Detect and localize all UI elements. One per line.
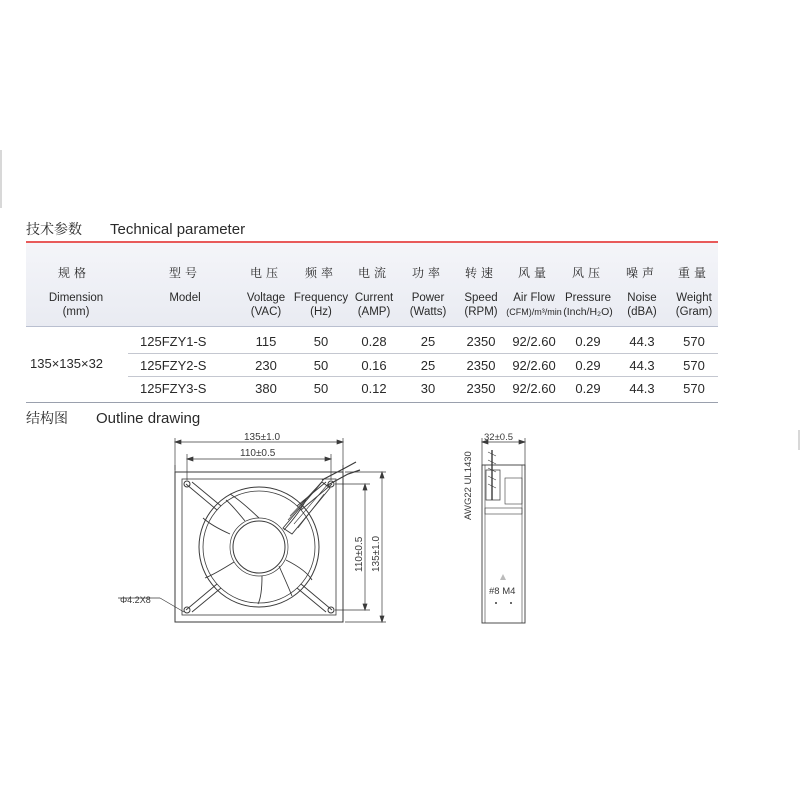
cell-frequency: 50 xyxy=(313,358,329,373)
header-cn-power: 功率 xyxy=(411,266,445,280)
header-en1: Frequency xyxy=(293,292,349,304)
cell-speed: 2350 xyxy=(466,381,496,396)
cell-noise: 44.3 xyxy=(629,358,655,373)
header-cn-pressure: 风压 xyxy=(571,266,605,280)
page-edge-rule xyxy=(0,150,2,208)
dim-inner-width: 110±0.5 xyxy=(240,448,276,459)
dim-outer-height: 135±1.0 xyxy=(371,535,382,572)
header-en-voltage xyxy=(247,291,285,319)
cell-speed: 2350 xyxy=(466,358,496,373)
table-bottom-rule xyxy=(26,402,718,403)
cell-frequency: 50 xyxy=(313,381,329,396)
cell-pressure: 0.29 xyxy=(575,358,601,373)
fan-side-view xyxy=(463,432,525,623)
header-en2: (Inch/H₂O) xyxy=(563,306,613,318)
header-en-dimension xyxy=(49,291,103,319)
outline-title-en: Outline drawing xyxy=(96,410,201,427)
dim-depth: 32±0.5 xyxy=(484,432,513,443)
fan-frame-inner xyxy=(182,479,336,615)
fan-front-view xyxy=(118,432,386,622)
header-en1: Pressure xyxy=(564,292,612,304)
front-dimensions xyxy=(118,438,386,622)
cell-airflow: 92/2.60 xyxy=(512,334,556,349)
header-cn-dimension: 规格 xyxy=(57,266,91,280)
technical-title-en: Technical parameter xyxy=(110,221,246,238)
wire-spec-label: AWG22 UL1430 xyxy=(463,451,474,520)
cell-power: 25 xyxy=(420,358,436,373)
cell-noise: 44.3 xyxy=(629,334,655,349)
cell-weight: 570 xyxy=(683,334,705,349)
cell-noise: 44.3 xyxy=(629,381,655,396)
header-en1: Dimension xyxy=(48,292,104,304)
header-en2: (RPM) xyxy=(464,306,498,318)
cell-model: 125FZY1-S xyxy=(140,334,207,349)
fan-cable xyxy=(283,462,360,534)
cell-weight: 570 xyxy=(683,381,705,396)
cell-pressure: 0.29 xyxy=(575,381,601,396)
header-cn-model: 型号 xyxy=(168,266,202,280)
header-en1: Noise xyxy=(627,292,657,304)
header-en2: (Hz) xyxy=(310,306,332,318)
header-en-model xyxy=(169,291,200,305)
header-en2: (Gram) xyxy=(675,306,713,318)
fan-hub xyxy=(233,521,285,573)
header-en-current xyxy=(355,291,393,319)
dim-inner-height: 110±0.5 xyxy=(354,536,365,572)
dim-outer-width: 135±1.0 xyxy=(244,432,281,443)
header-cn-current: 电流 xyxy=(357,266,391,280)
terminal-marker xyxy=(500,574,506,580)
row-divider xyxy=(128,353,718,354)
terminal-label: #8 M4 xyxy=(489,586,516,597)
technical-title-cn: 技术参数 xyxy=(26,222,82,238)
header-en1: Air Flow xyxy=(513,292,555,304)
header-en2: (dBA) xyxy=(627,306,657,318)
header-en-airflow xyxy=(506,291,562,319)
header-cn-weight: 重量 xyxy=(677,266,711,280)
header-cn-voltage: 电压 xyxy=(249,266,283,280)
cell-model: 125FZY3-S xyxy=(140,381,207,396)
header-en2: (mm) xyxy=(62,306,90,318)
cell-current: 0.12 xyxy=(361,381,387,396)
header-en1: Power xyxy=(411,292,445,304)
cell-current: 0.16 xyxy=(361,358,387,373)
header-en-noise xyxy=(627,291,656,319)
header-en2: (Watts) xyxy=(409,306,447,318)
cell-pressure: 0.29 xyxy=(575,334,601,349)
cell-frequency: 50 xyxy=(313,334,329,349)
cell-speed: 2350 xyxy=(466,334,496,349)
cell-airflow: 92/2.60 xyxy=(512,358,556,373)
header-en2: (CFM)/m³/min xyxy=(506,307,562,317)
header-en1: Current xyxy=(354,292,394,304)
fan-frame-outer xyxy=(175,472,343,622)
header-en-pressure xyxy=(563,291,613,319)
technical-parameter-heading xyxy=(26,219,245,239)
header-cn-airflow: 风量 xyxy=(517,266,551,280)
header-en2: (AMP) xyxy=(357,306,391,318)
cell-voltage: 230 xyxy=(255,358,277,373)
cell-power: 30 xyxy=(420,381,436,396)
header-en1: Weight xyxy=(676,292,712,304)
fan-struts xyxy=(186,482,332,612)
cell-power: 25 xyxy=(420,334,436,349)
row-divider xyxy=(128,376,718,377)
header-en1: Model xyxy=(169,292,201,304)
side-body xyxy=(482,465,525,623)
header-en-weight xyxy=(676,291,712,319)
dimension-cell: 135×135×32 xyxy=(30,356,104,371)
cell-voltage: 380 xyxy=(255,381,277,396)
outline-drawing xyxy=(0,420,800,650)
header-cn-frequency: 频率 xyxy=(304,266,338,280)
header-en-frequency xyxy=(294,291,348,319)
header-en-speed xyxy=(464,291,497,319)
header-cn-noise: 噪声 xyxy=(625,266,659,280)
outline-title-cn: 结构图 xyxy=(26,411,68,427)
cell-current: 0.28 xyxy=(361,334,387,349)
header-en-power xyxy=(410,291,447,319)
cell-weight: 570 xyxy=(683,358,705,373)
hole-callout: Φ4.2X8 xyxy=(120,595,151,605)
cell-airflow: 92/2.60 xyxy=(512,381,556,396)
header-en1: Voltage xyxy=(246,292,286,304)
header-en2: (VAC) xyxy=(250,306,282,318)
cell-voltage: 115 xyxy=(255,334,277,349)
header-cn-speed: 转速 xyxy=(464,266,498,280)
fan-blades xyxy=(203,494,312,604)
header-en1: Speed xyxy=(464,292,498,304)
cell-model: 125FZY2-S xyxy=(140,358,207,373)
